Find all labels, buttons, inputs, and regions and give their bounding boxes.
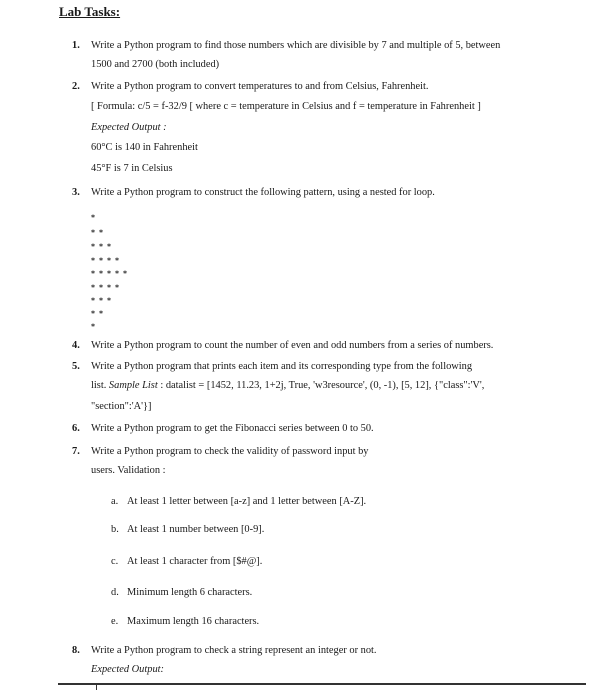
rule-text: At least 1 number between [0-9].: [127, 524, 265, 535]
task-text: Write a Python program to find those numbers which are divisible by 7 and multiple of 5, between: [91, 40, 501, 51]
output-line: 60°C is 140 in Fahrenheit: [91, 142, 198, 153]
task-text: users. Validation :: [91, 465, 166, 476]
expected-output-label: Expected Output :: [91, 122, 167, 133]
expected-output-label: Expected Output:: [91, 664, 164, 675]
rule-text: Maximum length 16 characters.: [127, 616, 260, 627]
task-number: 7.: [72, 446, 80, 457]
task-text: Write a Python program to check a string represent an integer or not.: [91, 645, 377, 656]
task-number: 1.: [72, 40, 80, 51]
page-divider-tick: [96, 685, 97, 690]
task-number: 3.: [72, 187, 80, 198]
task-text: Write a Python program to convert temperatures to and from Celsius, Fahrenheit.: [91, 81, 429, 92]
pattern-row: * * * *: [91, 283, 120, 292]
task-number: 8.: [72, 645, 80, 656]
page-title: Lab Tasks:: [59, 4, 121, 19]
task-text: Write a Python program that prints each item and its corresponding type from the following: [91, 361, 473, 372]
rule-letter: b.: [111, 524, 119, 535]
page-divider: [58, 683, 586, 685]
task-text: "section":'A'}]: [91, 401, 152, 412]
rule-letter: c.: [111, 556, 119, 567]
pattern-row: * * *: [91, 296, 112, 305]
task-text: 1500 and 2700 (both included): [91, 59, 220, 70]
task-number: 4.: [72, 340, 80, 351]
rule-text: At least 1 character from [$#@].: [127, 556, 263, 567]
rule-letter: a.: [111, 496, 119, 507]
rule-text: At least 1 letter between [a-z] and 1 letter between [A-Z].: [127, 496, 367, 507]
list-prefix: list.: [91, 380, 107, 391]
task-number: 5.: [72, 361, 80, 372]
task-number: 2.: [72, 81, 80, 92]
rule-letter: d.: [111, 587, 119, 598]
sample-list-line: [91, 381, 484, 391]
pattern-row: * * * *: [91, 256, 120, 265]
pattern-row: *: [91, 213, 96, 222]
pattern-row: * *: [91, 228, 104, 237]
task-text: Write a Python program to get the Fibonacci series between 0 to 50.: [91, 423, 374, 434]
task-text: Write a Python program to construct the following pattern, using a nested for loop.: [91, 187, 435, 198]
task-text: Write a Python program to count the number of even and odd numbers from a series of numbers.: [91, 340, 494, 351]
rule-letter: e.: [111, 616, 119, 627]
pattern-row: * *: [91, 309, 104, 318]
sample-list-value: : datalist = [1452, 11.23, 1+2j, True, 'w3resource', (0, -1), [5, 12], {"class":'V',: [160, 380, 485, 391]
pattern-row: * * * * *: [91, 269, 128, 278]
pattern-row: * * *: [91, 242, 112, 251]
task-text: Write a Python program to check the validity of password input by: [91, 446, 369, 457]
output-line: 45°F is 7 in Celsius: [91, 163, 173, 174]
sample-list-label: Sample List: [108, 380, 158, 391]
rule-text: Minimum length 6 characters.: [127, 587, 253, 598]
task-number: 6.: [72, 423, 80, 434]
pattern-row: *: [91, 322, 96, 331]
formula-text: [ Formula: c/5 = f-32/9 [ where c = temperature in Celsius and f = temperature in Fahrenheit ]: [91, 101, 481, 112]
